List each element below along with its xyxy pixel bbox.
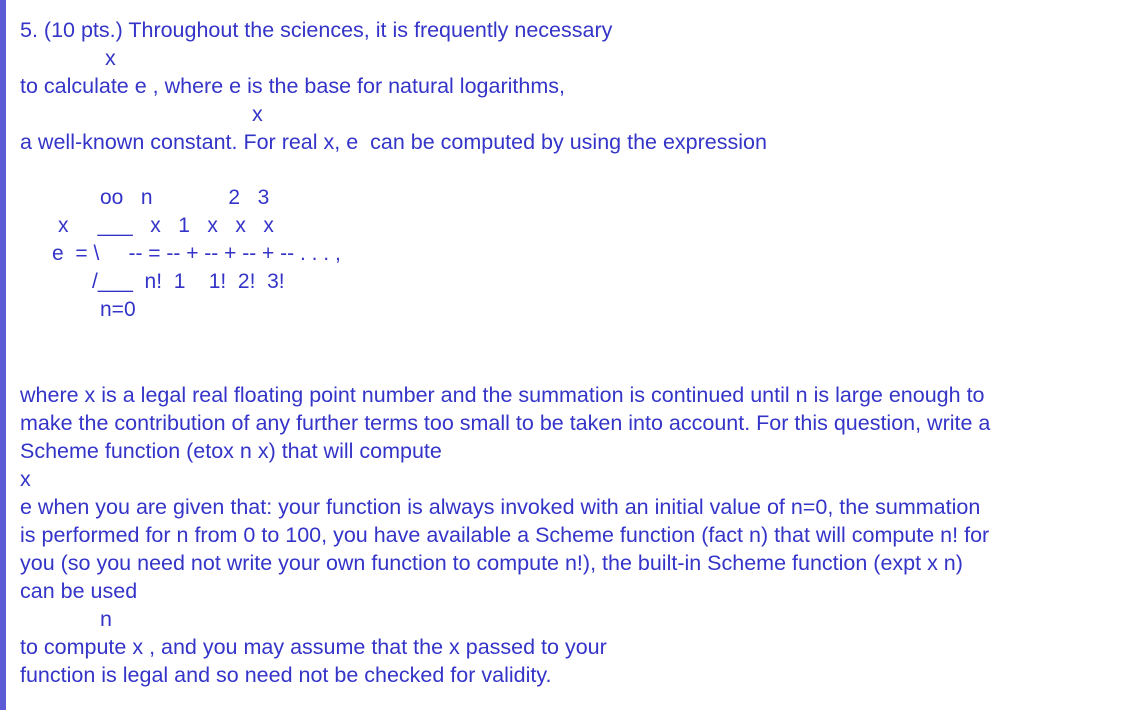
- question-line-1: 5. (10 pts.) Throughout the sciences, it is frequently necessary: [20, 18, 613, 42]
- formula-row-3: e = \ -- = -- + -- + -- + -- . . . ,: [52, 242, 341, 265]
- superscript-x-1: x: [105, 46, 116, 70]
- body-paragraph-3: to compute x , and you may assume that the x passed to your function is legal and so need not be checked for validity.: [20, 635, 607, 687]
- superscript-x-2: x: [252, 102, 263, 126]
- formula-row-2: x ___ x 1 x x x: [58, 214, 274, 237]
- superscript-n: n: [100, 607, 112, 631]
- body-paragraph-1: where x is a legal real floating point number and the summation is continued until n is large enough to make the contribution of any further terms too small to be taken into account. For this question, write a Scheme function (etox n x) that will compute: [20, 383, 991, 463]
- question-line-3: a well-known constant. For real x, e can be computed by using the expression: [20, 130, 767, 154]
- formula-row-5: n=0: [100, 298, 136, 321]
- body-paragraph-2: e when you are given that: your function is always invoked with an initial value of n=0, the summation is performed for n from 0 to 100, you have available a Scheme function (fact n) that will compute n! for you (so you need not write your own function to compute n!), the built-in Scheme function (expt x n) can be used: [20, 495, 990, 603]
- question-line-2: to calculate e , where e is the base for natural logarithms,: [20, 74, 565, 98]
- formula-row-1: oo n 2 3: [100, 186, 270, 209]
- superscript-x-3: x: [20, 467, 31, 491]
- formula-row-4: /___ n! 1 1! 2! 3!: [92, 270, 285, 293]
